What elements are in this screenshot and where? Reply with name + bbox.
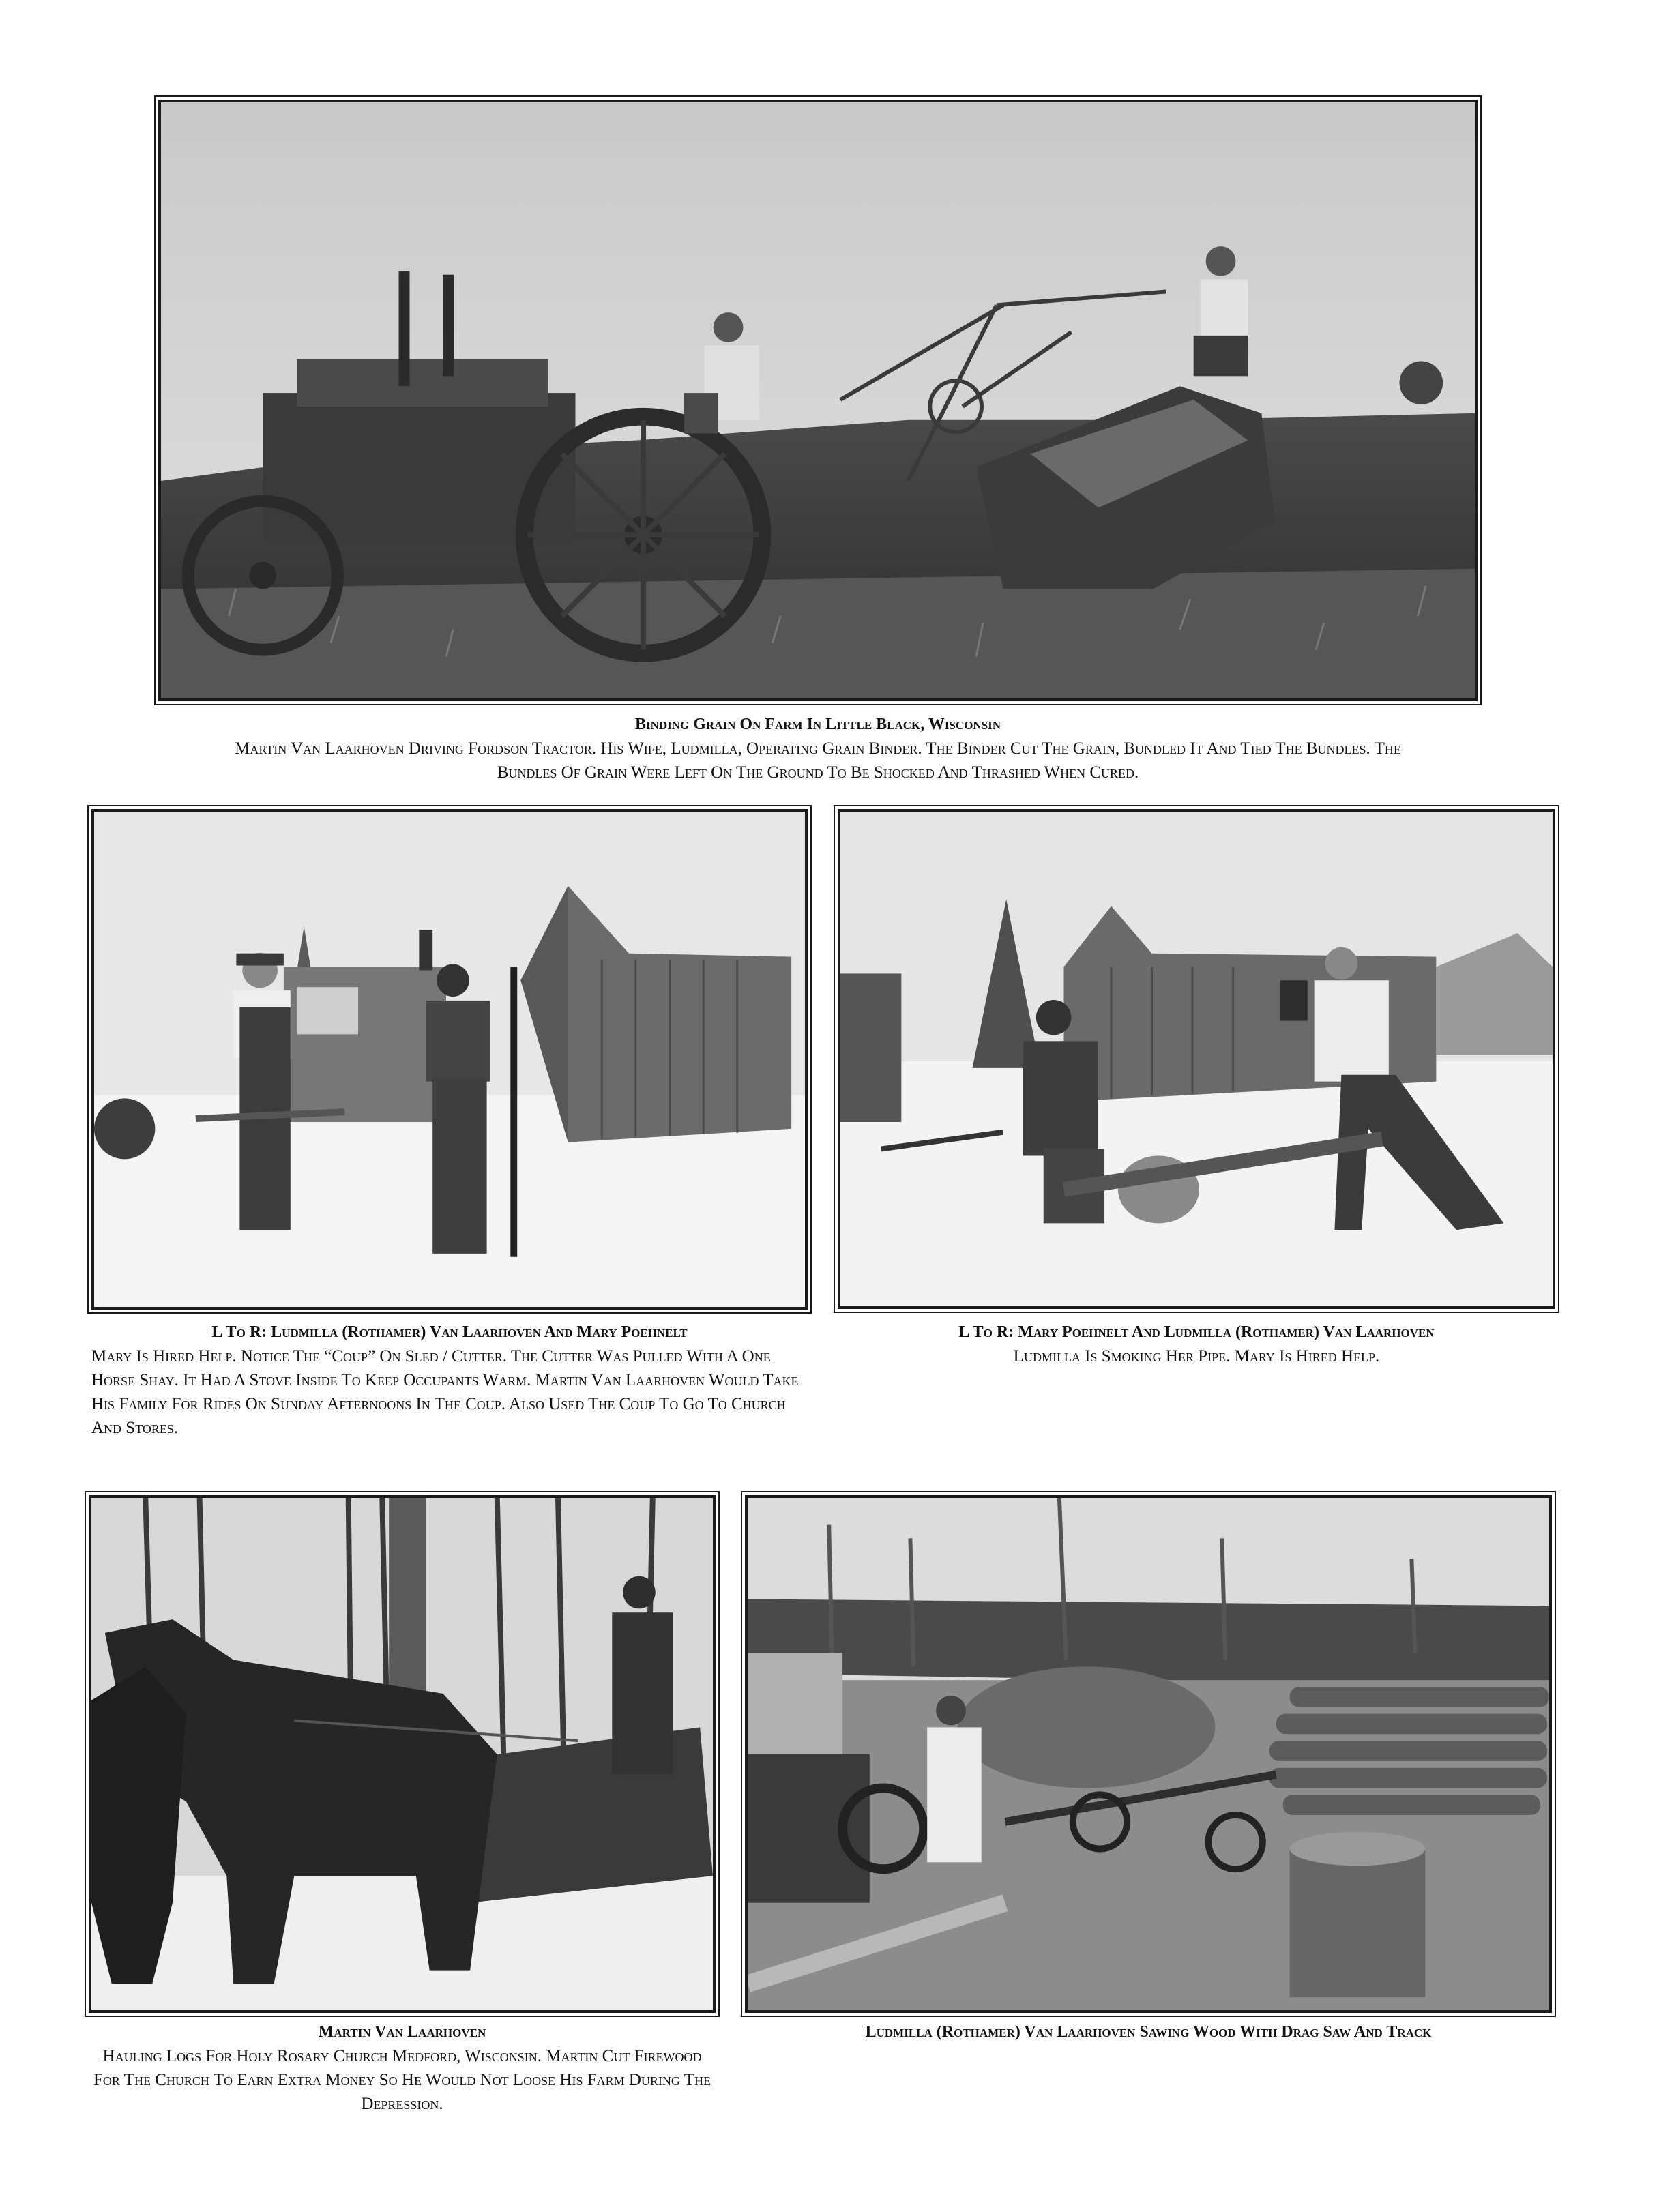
caption-tractor-body: Martin Van Laarhoven Driving Fordson Tractor. His Wife, Ludmilla, Operating Grain Binder. The Binder Cut The Grain, Bundled It And Tied The Bundles. The Bundles Of Grain Were Left On The Ground To Be Shocked And Thrashed When Cured. (235, 739, 1401, 782)
caption-winter-right-title: L To R: Mary Poehnelt And Ludmilla (Rothamer) Van Laarhoven (958, 1323, 1435, 1341)
caption-horses (89, 2020, 716, 2116)
caption-winter-right (838, 1321, 1555, 1368)
caption-winter-right-body: Ludmilla Is Smoking Her Pipe. Mary Is Hired Help. (1013, 1347, 1380, 1366)
caption-winter-left-body: Mary Is Hired Help. Notice The “Coup” On Sled / Cutter. The Cutter Was Pulled With A One Horse Shay. It Had A Stove Inside To Keep Occupants Warm. Martin Van Laarhoven Would Take His Family For Rides On Sunday Afternoons In The Coup. Also Used The Coup To Go To Church And Stores. (91, 1347, 799, 1437)
caption-winter-left (91, 1321, 808, 1440)
tractor-binding-grain-image (161, 102, 1475, 698)
caption-tractor (158, 713, 1478, 784)
caption-drag-saw-title: Ludmilla (Rothamer) Van Laarhoven Sawing Wood With Drag Saw And Track (865, 2023, 1432, 2041)
photo-drag-saw (745, 1495, 1552, 2013)
winter-left-image (94, 812, 805, 1307)
caption-horses-body: Hauling Logs For Holy Rosary Church Medford, Wisconsin. Martin Cut Firewood For The Church To Earn Extra Money So He Would Not Loose His Farm During The Depression. (93, 2047, 711, 2113)
horses-hauling-logs-image (91, 1498, 713, 2010)
caption-horses-title: Martin Van Laarhoven (318, 2023, 486, 2041)
drag-saw-image (748, 1498, 1549, 2010)
photo-tractor-binding-grain (158, 100, 1478, 701)
photo-horses-hauling-logs (89, 1495, 716, 2013)
winter-right-image (840, 812, 1553, 1306)
photo-winter-right (838, 809, 1555, 1309)
caption-drag-saw (745, 2020, 1552, 2044)
caption-winter-left-title: L To R: Ludmilla (Rothamer) Van Laarhoven And Mary Poehnelt (211, 1323, 688, 1341)
caption-tractor-title: Binding Grain On Farm In Little Black, Wisconsin (634, 716, 1001, 733)
photo-winter-left (91, 809, 808, 1310)
